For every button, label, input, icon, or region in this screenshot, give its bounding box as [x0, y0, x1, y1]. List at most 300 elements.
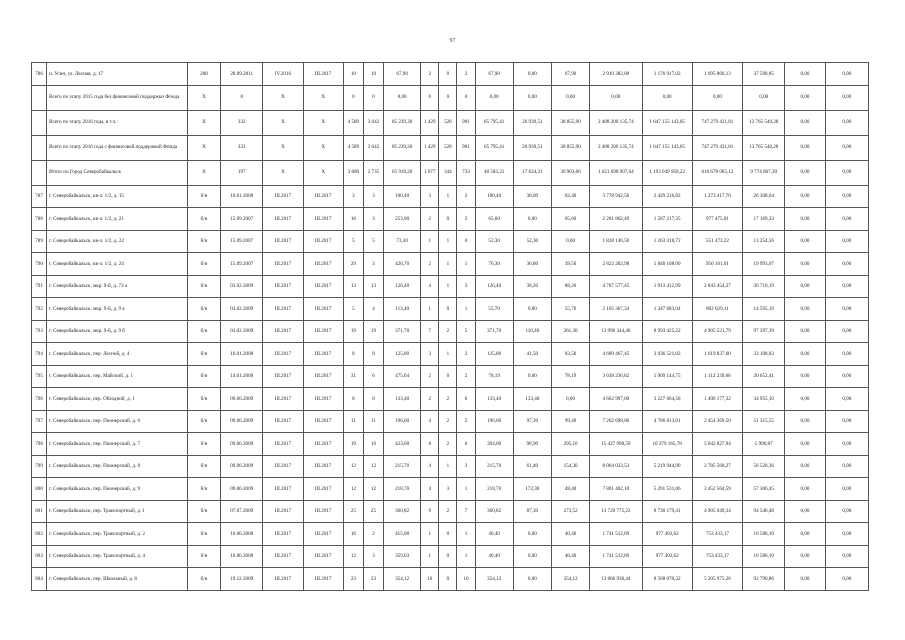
- value-cell-c10: 2: [439, 320, 457, 343]
- value-cell-c18: 56 520,36: [743, 455, 785, 478]
- value-cell-c15: 1 741 512,89: [590, 523, 642, 546]
- value-cell-c12: 354,12: [475, 568, 513, 591]
- value-cell-c15: 2 822 262,98: [590, 253, 642, 276]
- value-cell-c7: 3 642: [363, 110, 383, 135]
- row-number-cell: 799: [32, 455, 47, 478]
- value-cell-c10: 0: [439, 298, 457, 321]
- table-row: [32, 523, 869, 546]
- row-number-cell: 790: [32, 253, 47, 276]
- value-cell-c2: б/н: [187, 433, 220, 456]
- value-cell-c8: 423,60: [384, 433, 421, 456]
- value-cell-c6: 10: [343, 63, 363, 86]
- value-cell-c2: б/н: [187, 185, 220, 208]
- value-cell-c6: 29: [343, 253, 363, 276]
- value-cell-c11: 3: [457, 455, 475, 478]
- value-cell-c15: 2 910 382,00: [590, 63, 642, 86]
- value-cell-c10: 1: [439, 343, 457, 366]
- table-row: [32, 230, 869, 253]
- value-cell-c13: 52,30: [513, 230, 551, 253]
- summary-row: [32, 160, 869, 185]
- value-cell-c4: III.2017: [263, 523, 303, 546]
- value-cell-c19: 0,00: [785, 275, 825, 298]
- address-cell: Всего по этапу 2016 года, в т.ч.:: [47, 110, 188, 135]
- value-cell-c10: 0: [439, 523, 457, 546]
- value-cell-c5: III.2017: [303, 298, 343, 321]
- table-row: [32, 63, 869, 86]
- value-cell-c6: 0: [343, 85, 363, 110]
- value-cell-c17: 2 785 568,27: [692, 455, 742, 478]
- value-cell-c19: 0,00: [785, 110, 825, 135]
- value-cell-c20: 0,00: [825, 500, 868, 523]
- value-cell-c16: 5 291 531,06: [642, 478, 692, 501]
- value-cell-c10: 1: [439, 185, 457, 208]
- value-cell-c18: 13 765 540,28: [743, 110, 785, 135]
- value-cell-c2: б/н: [187, 388, 220, 411]
- value-cell-c2: б/н: [187, 410, 220, 433]
- value-cell-c7: 2: [363, 523, 383, 546]
- value-cell-c18: 13 765 540,28: [743, 135, 785, 160]
- table-row: [32, 365, 869, 388]
- value-cell-c15: 4 787 577,45: [590, 275, 642, 298]
- value-cell-c2: б/н: [187, 208, 220, 231]
- value-cell-c20: 0,00: [825, 478, 868, 501]
- value-cell-c12: 360,82: [475, 500, 513, 523]
- value-cell-c12: 52,30: [475, 230, 513, 253]
- value-cell-c12: 65,60: [475, 208, 513, 231]
- value-cell-c2: б/н: [187, 500, 220, 523]
- value-cell-c2: б/н: [187, 253, 220, 276]
- value-cell-c5: III.2017: [303, 568, 343, 591]
- value-cell-c20: 0,00: [825, 110, 868, 135]
- value-cell-c16: 4 786 813,01: [642, 410, 692, 433]
- value-cell-c17: 753 433,17: [692, 523, 742, 546]
- value-cell-c12: 40,40: [475, 523, 513, 546]
- value-cell-c5: III.2017: [303, 478, 343, 501]
- value-cell-c5: III.2017: [303, 343, 343, 366]
- value-cell-c8: 67,90: [384, 63, 421, 86]
- value-cell-c14: 295,10: [551, 433, 589, 456]
- value-cell-c14: 0,00: [551, 85, 589, 110]
- value-cell-c2: б/н: [187, 545, 220, 568]
- value-cell-c12: 196,60: [475, 410, 513, 433]
- value-cell-c12: 76,30: [475, 253, 513, 276]
- value-cell-c14: 0,00: [551, 388, 589, 411]
- value-cell-c12: 133,40: [475, 388, 513, 411]
- value-cell-c10: 528: [439, 135, 457, 160]
- row-number-cell: 803: [32, 545, 47, 568]
- value-cell-c6: 11: [343, 410, 363, 433]
- value-cell-c13: 0,00: [513, 365, 551, 388]
- value-cell-c11: 0: [457, 85, 475, 110]
- value-cell-c4: III.2017: [263, 433, 303, 456]
- value-cell-c7: 25: [363, 500, 383, 523]
- value-cell-c14: 0,00: [551, 230, 589, 253]
- value-cell-c18: 30 710,19: [743, 275, 785, 298]
- value-cell-c14: 39,50: [551, 253, 589, 276]
- value-cell-c4: III.2017: [263, 365, 303, 388]
- value-cell-c12: 100,40: [475, 185, 513, 208]
- address-cell: Итого по Город Северобайкальск: [47, 160, 188, 185]
- value-cell-c8: 65 918,20: [384, 160, 421, 185]
- value-cell-c8: 196,60: [384, 410, 421, 433]
- value-cell-c4: III.2017: [263, 343, 303, 366]
- value-cell-c9: 1 429: [421, 135, 439, 160]
- value-cell-c16: 1 846 108,00: [642, 253, 692, 276]
- value-cell-c16: 3 036 521,02: [642, 343, 692, 366]
- value-cell-c5: III.2017: [303, 410, 343, 433]
- value-cell-c17: 2 452 564,59: [692, 478, 742, 501]
- value-cell-c13: 133,40: [513, 388, 551, 411]
- value-cell-c12: 126,40: [475, 275, 513, 298]
- address-cell: г. Северобайкальск, пер. Пионерский, д. 6: [47, 410, 188, 433]
- value-cell-c13: 26 939,51: [513, 135, 551, 160]
- value-cell-c15: 1 621 698 907,64: [590, 160, 642, 185]
- address-cell: г. Северобайкальск, мкр. 9-й, д. 9 б: [47, 320, 188, 343]
- value-cell-c14: 261,30: [551, 320, 589, 343]
- value-cell-c8: 415,00: [384, 523, 421, 546]
- value-cell-c18: 37 598,85: [743, 63, 785, 86]
- value-cell-c16: 0,00: [642, 85, 692, 110]
- value-cell-c19: 0,00: [785, 365, 825, 388]
- value-cell-c12: 48 583,31: [475, 160, 513, 185]
- address-cell: г. Северобайкальск, пер. Обходной, д. 1: [47, 388, 188, 411]
- value-cell-c11: 7: [457, 500, 475, 523]
- value-cell-c5: III.2017: [303, 253, 343, 276]
- value-cell-c10: 0: [439, 85, 457, 110]
- value-cell-c14: 38 855,90: [551, 110, 589, 135]
- table-row: [32, 298, 869, 321]
- value-cell-c6: 8: [343, 343, 363, 366]
- value-cell-c5: X: [303, 110, 343, 135]
- value-cell-c11: 901: [457, 135, 475, 160]
- value-cell-c7: 10: [363, 63, 383, 86]
- value-cell-c4: III.2017: [263, 298, 303, 321]
- value-cell-c15: 15 427 990,59: [590, 433, 642, 456]
- row-number-cell: 801: [32, 500, 47, 523]
- value-cell-c20: 0,00: [825, 545, 868, 568]
- value-cell-c4: III.2017: [263, 545, 303, 568]
- value-cell-c9: 0: [421, 85, 439, 110]
- value-cell-c14: 88,20: [551, 275, 589, 298]
- value-cell-c17: 616 678 085,12: [692, 160, 742, 185]
- address-cell: г. Северобайкальск, кв-л. 1/2, д. 21: [47, 208, 188, 231]
- value-cell-c13: 38,20: [513, 275, 551, 298]
- value-cell-c3: 332: [221, 110, 263, 135]
- value-cell-c4: X: [263, 160, 303, 185]
- address-cell: г. Северобайкальск, пер. Пионерский, д. 8: [47, 455, 188, 478]
- value-cell-c5: X: [303, 85, 343, 110]
- row-number-cell: [32, 135, 47, 160]
- value-cell-c8: 215,70: [384, 455, 421, 478]
- value-cell-c18: 10 586,10: [743, 523, 785, 546]
- value-cell-c18: 14 595,19: [743, 298, 785, 321]
- row-number-cell: 800: [32, 478, 47, 501]
- value-cell-c14: 67,90: [551, 63, 589, 86]
- value-cell-c20: 0,00: [825, 275, 868, 298]
- value-cell-c3: 332: [221, 135, 263, 160]
- value-cell-c20: 0,00: [825, 365, 868, 388]
- table-row: [32, 208, 869, 231]
- value-cell-c15: 2 165 367,34: [590, 298, 642, 321]
- value-cell-c14: 83,50: [551, 343, 589, 366]
- value-cell-c12: 0,00: [475, 85, 513, 110]
- address-cell: г. Северобайкальск, пер. Транспортный, д. 4: [47, 545, 188, 568]
- value-cell-c19: 0,00: [785, 343, 825, 366]
- value-cell-c14: 99,40: [551, 410, 589, 433]
- value-cell-c17: 5 042 827,94: [692, 433, 742, 456]
- table-row: [32, 253, 869, 276]
- value-cell-c3: 16.01.2008: [221, 185, 263, 208]
- row-number-cell: 794: [32, 343, 47, 366]
- address-cell: г. Северобайкальск, пер. Пионерский, д. 9: [47, 478, 188, 501]
- value-cell-c14: 40,40: [551, 545, 589, 568]
- value-cell-c9: 2: [421, 253, 439, 276]
- address-cell: г. Северобайкальск, мкр. 9-й, д. 73 а: [47, 275, 188, 298]
- value-cell-c18: 97 397,39: [743, 320, 785, 343]
- value-cell-c13: 26 939,51: [513, 110, 551, 135]
- value-cell-c7: 3: [363, 253, 383, 276]
- value-cell-c4: III.2017: [263, 185, 303, 208]
- value-cell-c20: 0,00: [825, 433, 868, 456]
- value-cell-c9: 4: [421, 478, 439, 501]
- value-cell-c14: 40,40: [551, 523, 589, 546]
- value-cell-c11: 901: [457, 110, 475, 135]
- address-cell: г. Северобайкальск, кв-л. 1/2, д. 24: [47, 253, 188, 276]
- value-cell-c11: 0: [457, 388, 475, 411]
- value-cell-c7: 6: [363, 365, 383, 388]
- value-cell-c8: 475,04: [384, 365, 421, 388]
- value-cell-c17: 4 905 049,34: [692, 500, 742, 523]
- value-cell-c14: 48,40: [551, 478, 589, 501]
- row-number-cell: [32, 85, 47, 110]
- value-cell-c7: 13: [363, 275, 383, 298]
- value-cell-c5: III.2017: [303, 320, 343, 343]
- value-cell-c7: 8: [363, 343, 383, 366]
- value-cell-c16: 1 263 418,72: [642, 230, 692, 253]
- value-cell-c4: III.2017: [263, 568, 303, 591]
- table-row: [32, 455, 869, 478]
- value-cell-c11: 1: [457, 253, 475, 276]
- value-cell-c9: 4: [421, 410, 439, 433]
- value-cell-c8: 426,70: [384, 253, 421, 276]
- row-number-cell: 791: [32, 275, 47, 298]
- value-cell-c17: 747 279 431,81: [692, 135, 742, 160]
- value-cell-c7: 3: [363, 185, 383, 208]
- row-number-cell: 798: [32, 433, 47, 456]
- value-cell-c16: 1 647 155 143,05: [642, 110, 692, 135]
- value-cell-c16: 1 647 155 143,05: [642, 135, 692, 160]
- value-cell-c15: 13 866 936,44: [590, 568, 642, 591]
- value-cell-c14: 273,52: [551, 500, 589, 523]
- value-cell-c3: 09.06.2009: [221, 478, 263, 501]
- value-cell-c9: 3: [421, 343, 439, 366]
- value-cell-c8: 354,12: [384, 568, 421, 591]
- table-row: [32, 433, 869, 456]
- value-cell-c3: 16.01.2008: [221, 343, 263, 366]
- value-cell-c3: 15.09.2007: [221, 253, 263, 276]
- value-cell-c19: 0,00: [785, 545, 825, 568]
- value-cell-c16: 8 568 070,32: [642, 568, 692, 591]
- value-cell-c9: 9: [421, 500, 439, 523]
- value-cell-c4: III.2017: [263, 275, 303, 298]
- value-cell-c15: 8 064 033,53: [590, 455, 642, 478]
- value-cell-c12: 394,00: [475, 433, 513, 456]
- value-cell-c2: X: [187, 160, 220, 185]
- address-cell: Всего по этапу 2015 года без финансовой поддержки Фонда: [47, 85, 188, 110]
- value-cell-c16: 5 219 944,90: [642, 455, 692, 478]
- value-cell-c13: 0,00: [513, 208, 551, 231]
- value-cell-c18: 94 546,48: [743, 500, 785, 523]
- value-cell-c10: 0: [439, 365, 457, 388]
- value-cell-c13: 97,20: [513, 410, 551, 433]
- value-cell-c6: 16: [343, 208, 363, 231]
- resettlement-registry-table: [31, 62, 869, 591]
- address-cell: п. Усин, ул. Лесная, д. 17: [47, 63, 188, 86]
- value-cell-c14: 65,60: [551, 208, 589, 231]
- value-cell-c5: III.2017: [303, 545, 343, 568]
- value-cell-c19: 0,00: [785, 135, 825, 160]
- value-cell-c9: 1: [421, 545, 439, 568]
- value-cell-c7: 16: [363, 433, 383, 456]
- value-cell-c11: 1: [457, 545, 475, 568]
- row-number-cell: [32, 110, 47, 135]
- value-cell-c2: 288: [187, 63, 220, 86]
- value-cell-c3: 28.09.2011: [221, 63, 263, 86]
- value-cell-c17: 747 279 431,81: [692, 110, 742, 135]
- table-row: [32, 478, 869, 501]
- value-cell-c7: 3 642: [363, 135, 383, 160]
- value-cell-c13: 0,00: [513, 568, 551, 591]
- value-cell-c18: 17 169,33: [743, 208, 785, 231]
- value-cell-c4: III.2017: [263, 253, 303, 276]
- value-cell-c12: 371,70: [475, 320, 513, 343]
- value-cell-c6: 4 589: [343, 135, 363, 160]
- table-row: [32, 275, 869, 298]
- value-cell-c10: 0: [439, 568, 457, 591]
- value-cell-c17: 4 905 521,79: [692, 320, 742, 343]
- value-cell-c10: 1: [439, 253, 457, 276]
- value-cell-c17: 1 400 177,32: [692, 388, 742, 411]
- value-cell-c6: 12: [343, 545, 363, 568]
- value-cell-c2: б/н: [187, 455, 220, 478]
- value-cell-c9: 1: [421, 523, 439, 546]
- value-cell-c8: 125,80: [384, 343, 421, 366]
- address-cell: г. Северобайкальск, пер. Лесной, д. 4: [47, 343, 188, 366]
- value-cell-c2: б/н: [187, 365, 220, 388]
- value-cell-c11: 2: [457, 208, 475, 231]
- value-cell-c17: 956 161,91: [692, 253, 742, 276]
- value-cell-c3: 15.09.2007: [221, 230, 263, 253]
- value-cell-c16: 1 176 917,02: [642, 63, 692, 86]
- value-cell-c3: 09.06.2009: [221, 455, 263, 478]
- value-cell-c9: 2: [421, 388, 439, 411]
- value-cell-c17: 753 433,17: [692, 545, 742, 568]
- value-cell-c5: III.2017: [303, 388, 343, 411]
- table-row: [32, 388, 869, 411]
- value-cell-c3: 03.02.2009: [221, 298, 263, 321]
- value-cell-c6: 12: [343, 478, 363, 501]
- value-cell-c16: 8 993 425,22: [642, 320, 692, 343]
- value-cell-c14: 354,12: [551, 568, 589, 591]
- summary-row: [32, 110, 869, 135]
- value-cell-c2: б/н: [187, 343, 220, 366]
- value-cell-c3: 197: [221, 160, 263, 185]
- value-cell-c8: 218,70: [384, 478, 421, 501]
- value-cell-c8: 126,40: [384, 275, 421, 298]
- value-cell-c19: 0,00: [785, 523, 825, 546]
- value-cell-c20: 0,00: [825, 343, 868, 366]
- value-cell-c2: X: [187, 85, 220, 110]
- value-cell-c11: 1: [457, 523, 475, 546]
- value-cell-c16: 977 493,62: [642, 523, 692, 546]
- value-cell-c18: 13 254,56: [743, 230, 785, 253]
- value-cell-c3: 09.06.2009: [221, 388, 263, 411]
- value-cell-c3: 16.06.2008: [221, 523, 263, 546]
- value-cell-c6: 4 589: [343, 110, 363, 135]
- value-cell-c10: 1: [439, 230, 457, 253]
- value-cell-c9: 1: [421, 230, 439, 253]
- value-cell-c11: 2: [457, 410, 475, 433]
- value-cell-c14: 38 855,90: [551, 135, 589, 160]
- value-cell-c16: 2 429 216,82: [642, 185, 692, 208]
- value-cell-c3: 07.07.2009: [221, 500, 263, 523]
- value-cell-c20: 0,00: [825, 135, 868, 160]
- value-cell-c9: 2: [421, 208, 439, 231]
- value-cell-c3: 14.01.2008: [221, 365, 263, 388]
- value-cell-c16: 1 913 412,99: [642, 275, 692, 298]
- row-number-cell: 793: [32, 320, 47, 343]
- value-cell-c17: 2 843 454,27: [692, 275, 742, 298]
- value-cell-c13: 61,40: [513, 455, 551, 478]
- value-cell-c18: 26 308,04: [743, 185, 785, 208]
- value-cell-c17: 1 619 837,60: [692, 343, 742, 366]
- value-cell-c7: 3: [363, 545, 383, 568]
- value-cell-c10: 0: [439, 63, 457, 86]
- value-cell-c19: 0,00: [785, 433, 825, 456]
- value-cell-c20: 0,00: [825, 185, 868, 208]
- value-cell-c14: 62,40: [551, 185, 589, 208]
- value-cell-c19: 0,00: [785, 160, 825, 185]
- value-cell-c15: 3 038 236,82: [590, 365, 642, 388]
- value-cell-c13: 41,50: [513, 343, 551, 366]
- value-cell-c6: 13: [343, 275, 363, 298]
- value-cell-c6: 19: [343, 433, 363, 456]
- value-cell-c17: 5 205 975,26: [692, 568, 742, 591]
- row-number-cell: 787: [32, 185, 47, 208]
- value-cell-c12: 65 795,41: [475, 110, 513, 135]
- value-cell-c18: 0,00: [743, 85, 785, 110]
- address-cell: г. Северобайкальск, мкр. 9-й, д. 9 а: [47, 298, 188, 321]
- value-cell-c10: 2: [439, 388, 457, 411]
- value-cell-c3: 19.12.2009: [221, 568, 263, 591]
- value-cell-c16: 977 493,62: [642, 545, 692, 568]
- value-cell-c11: 6: [457, 433, 475, 456]
- value-cell-c6: 16: [343, 523, 363, 546]
- value-cell-c9: 7: [421, 320, 439, 343]
- row-number-cell: 802: [32, 523, 47, 546]
- value-cell-c10: 528: [439, 110, 457, 135]
- value-cell-c15: 4 689 467,45: [590, 343, 642, 366]
- value-cell-c2: б/н: [187, 275, 220, 298]
- table-row: [32, 500, 869, 523]
- page-number: 97: [449, 38, 456, 44]
- value-cell-c8: 359,03: [384, 545, 421, 568]
- value-cell-c5: III.2017: [303, 185, 343, 208]
- value-cell-c8: 100,40: [384, 185, 421, 208]
- value-cell-c10: 1: [439, 275, 457, 298]
- value-cell-c4: III.2017: [263, 230, 303, 253]
- value-cell-c19: 0,00: [785, 185, 825, 208]
